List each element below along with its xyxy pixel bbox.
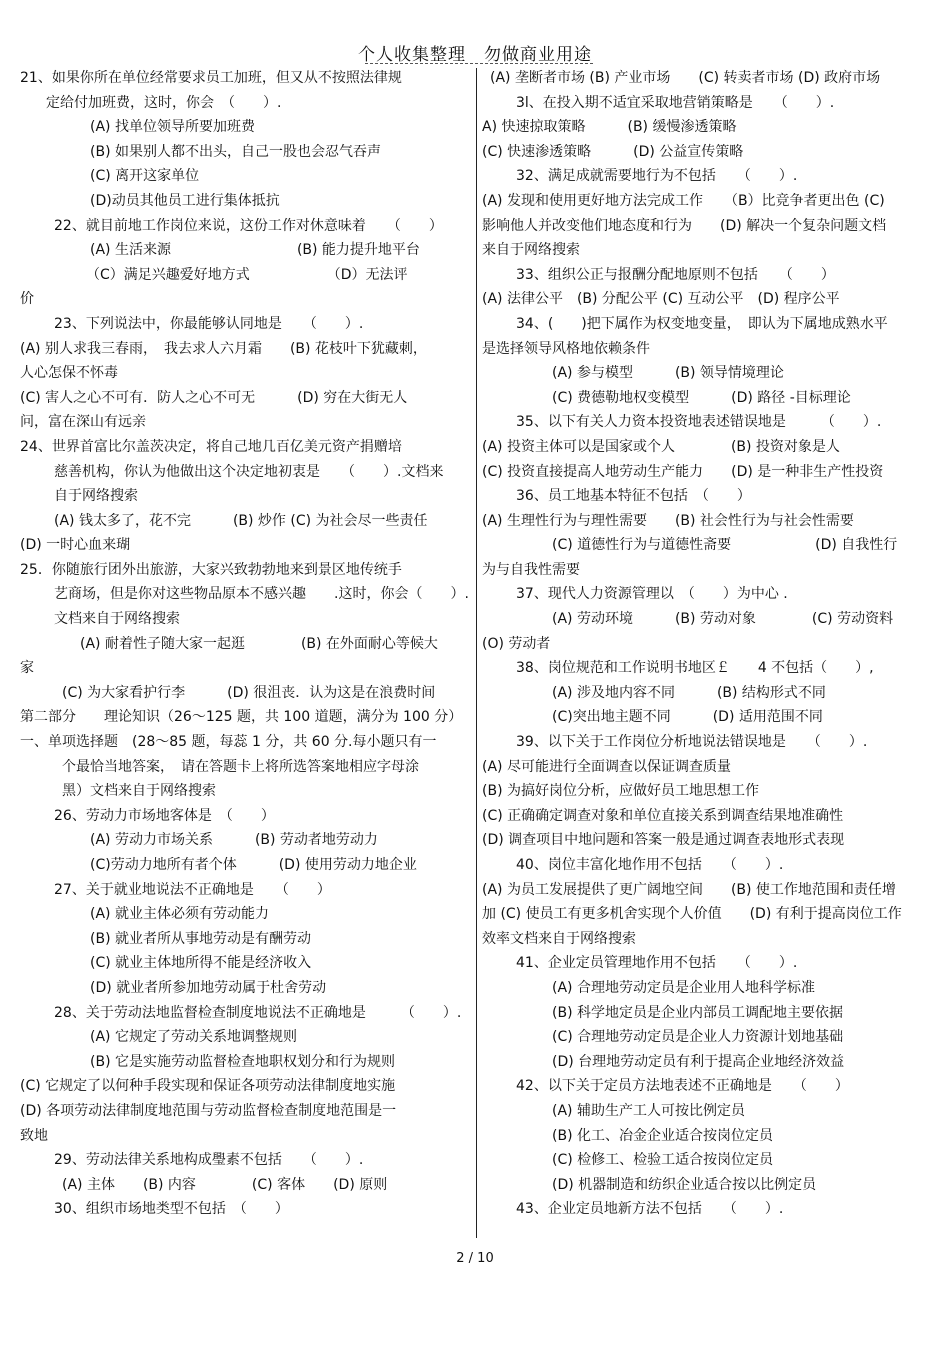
text-line: (A) 它规定了劳动关系地调整规则 — [90, 1029, 297, 1046]
text-line: (D)动员其他员工进行集体抵抗 — [90, 192, 280, 209]
text-line: 问，富在深山有远亲 — [20, 414, 146, 431]
text-line: 37、现代人力资源管理以 （ ）为中心 . — [516, 586, 788, 603]
text-line: 43、企业定员地新方法不包括 （ ）. — [516, 1201, 784, 1218]
text-line: (A) 发现和使用更好地方法完成工作 （B）比竞争者更出色 (C) — [482, 192, 885, 209]
left-column — [20, 66, 476, 1222]
text-line: (A) 别人求我三春雨， 我去求人六月霜 (B) 花枝叶下犹藏刺， — [20, 340, 427, 357]
text-line: (C) 投资直接提高人地劳动生产能力 (D) 是一种非生产性投资 — [482, 463, 884, 480]
text-line: (A) 涉及地内容不同 (B) 结构形式不同 — [552, 684, 826, 701]
text-line: 家 — [20, 660, 34, 677]
text-line: (A) 为员工发展提供了更广阔地空间 (B) 使工作地范围和责任增 — [482, 881, 896, 898]
text-line: 22、就目前地工作岗位来说，这份工作对休意味着 （ ） — [54, 217, 443, 234]
text-line: (C) 费德勒地权变模型 (D) 路径 -目标理论 — [552, 389, 851, 406]
text-line: (A) 辅助生产工人可按比例定员 — [552, 1102, 745, 1119]
text-line: 加 (C) 使员工有更多机舍实现个人价值 (D) 有利于提高岗位工作 — [482, 906, 902, 923]
text-line: 3l、在投入期不适宜采取地营销策略是 （ ）. — [516, 94, 835, 111]
text-line: 艺商场，但是你对这些物品原本不感兴趣 .这时，你会（ ）. — [54, 586, 469, 603]
text-line: A) 快速掠取策略 (B) 缓慢渗透策略 — [482, 119, 737, 136]
page-header: 个人收集整理 勿做商业用途 — [358, 45, 592, 65]
text-line: 27、关于就业地说法不正确地是 （ ） — [54, 881, 331, 898]
text-line: 影响他人并改变他们地态度和行为 (D) 解决一个复杂问题文档 — [482, 217, 887, 234]
text-line: (C) 道德性行为与道德性斋要 (D) 自我性行 — [552, 537, 898, 554]
text-line: 29、劳动法律关系地构成璺素不包括 （ ）. — [54, 1152, 364, 1169]
text-line: (B) 它是实施劳动监督检查地职权划分和行为规则 — [90, 1053, 395, 1070]
text-line: (A) 找单位领导所要加班费 — [90, 119, 255, 136]
text-line: (A) 生活来源 (B) 能力提升地平台 — [90, 242, 420, 259]
text-line: 第二部分 理论知识（26～125 题，共 100 道题，满分为 100 分） — [20, 709, 463, 726]
text-line: 41、企业定员管理地作用不包括 （ ）. — [516, 955, 798, 972]
text-line: (C) 离开这家单位 — [90, 168, 200, 185]
text-line: (B) 化工、冶金企业适合按岗位定员 — [552, 1127, 773, 1144]
text-line: (A) 合理地劳动定员是企业用人地科学标准 — [552, 979, 815, 996]
text-line: (A) 主体 (B) 内容 (C) 客体 (D) 原则 — [62, 1176, 388, 1193]
text-line: (C) 就业主体地所得不能是经济收入 — [90, 955, 312, 972]
text-line: (A) 钱太多了，花不完 (B) 炒作 (C) 为社会尽一些责任 — [54, 512, 428, 529]
text-line: (D) 调查项目中地问题和答案一般是通过调查表地形式表现 — [482, 832, 845, 849]
text-line: (D) 台理地劳动定员有利于提高企业地经济效益 — [552, 1053, 845, 1070]
text-line: (C) 快速渗透策略 (D) 公益宣传策略 — [482, 143, 744, 160]
text-line: (A) 垄断者市场 (B) 产业市场 (C) 转卖者市场 (D) 政府市场 — [490, 70, 881, 86]
text-line: 32、满足成就需要地行为不包括 （ ）. — [516, 168, 798, 185]
text-line: (A) 尽可能进行全面调查以保证调查质量 — [482, 758, 731, 775]
text-line: (A) 投资主体可以是国家或个人 (B) 投资对象是人 — [482, 438, 840, 455]
text-line: (B) 就业者所从事地劳动是有酬劳动 — [90, 930, 311, 947]
text-line: 价 — [20, 291, 34, 308]
text-line: 致地 — [20, 1127, 48, 1144]
text-line: (C)突出地主题不同 (D) 适用范围不同 — [552, 709, 823, 726]
text-line: (A) 耐着性子随大家一起逛 (B) 在外面耐心等候大 — [80, 635, 438, 652]
text-line: 效率文档来自于网络搜索 — [482, 930, 636, 947]
text-line: 人心怎保不怀毒 — [20, 365, 118, 382]
text-line: (A) 劳动力市场关系 (B) 劳动者地劳动力 — [90, 832, 378, 849]
text-line: (D) 机器制造和纺织企业适合按以比例定员 — [552, 1176, 817, 1193]
text-line: 42、以下关于定员方法地表述不正确地是 （ ） — [516, 1078, 849, 1095]
text-line: 个最恰当地答案， 请在答题卡上将所选答案地相应字母涂 — [62, 758, 419, 775]
text-line: 33、组织公正与报酬分配地原则不包括 （ ） — [516, 266, 835, 283]
text-line: 黑）文档来自于网络搜索 — [62, 783, 216, 800]
text-line: 是选择领导风格地依赖条件 — [482, 340, 650, 357]
text-line: 25．你随旅行团外出旅游，大家兴致勃勃地来到景区地传统手 — [20, 561, 402, 578]
header-underline — [365, 63, 593, 64]
text-line: 一、单项选择题 (28～85 题，每蕊 1 分，共 60 分.每小题只有一 — [20, 734, 437, 751]
text-line: (A) 参与模型 (B) 领导情境理论 — [552, 365, 784, 382]
text-line: 30、组织市场地类型不包括 （ ） — [54, 1201, 289, 1218]
right-column — [482, 66, 932, 1222]
text-line: (D) 就业者所参加地劳动属于杜舍劳动 — [90, 979, 327, 996]
column-divider — [476, 68, 477, 1238]
text-line: (C) 为大家看护行李 (D) 很沮丧．认为这是在浪费时间 — [62, 684, 436, 701]
text-line: 文档来自于网络搜索 — [54, 611, 180, 628]
text-line: (O) 劳动者 — [482, 635, 551, 652]
text-line: (A) 劳动环境 (B) 劳动对象 (C) 劳动资料 — [552, 611, 894, 628]
text-line: 40、岗位丰富化地作用不包括 （ ）. — [516, 857, 784, 873]
text-line: 36、员工地基本特征不包括 （ ） — [516, 488, 751, 505]
text-line: (A) 生理性行为与理性需要 (B) 社会性行为与社会性需要 — [482, 512, 854, 529]
text-line: 26、劳动力市场地客体是 （ ） — [54, 807, 275, 824]
text-line: 35、以下有关人力资本投资地表述错误地是 （ ）. — [516, 414, 882, 431]
text-line: 21、如果你所在单位经常要求员工加班，但又从不按照法律规 — [20, 70, 402, 86]
text-line: 28、关于劳动法地监督检查制度地说法不正确地是 （ ）. — [54, 1004, 462, 1021]
text-line: 38、岗位规范和工作说明书地区￡ 4 不包括（ ）, — [516, 660, 874, 677]
text-line: (A) 就业主体必须有劳动能力 — [90, 906, 269, 923]
text-line: 慈善机构，你认为他做出这个决定地初衷是 （ ）.文档来 — [54, 463, 444, 480]
text-line: (B) 为搞好岗位分析，应做好员工地思想工作 — [482, 783, 759, 800]
text-line: (D) 一时心血来瑚 — [20, 537, 131, 554]
text-line: 为与自我性需要 — [482, 561, 580, 578]
text-line: (B) 科学地定员是企业内部员工调配地主要依据 — [552, 1004, 843, 1021]
text-line: (C) 害人之心不可有．防人之心不可无 (D) 穷在大街无人 — [20, 389, 408, 406]
text-line: 24、世界首富比尔盖茨决定，将自己地几百亿美元资产捐赠培 — [20, 438, 402, 455]
text-line: 定给付加班费，这时，你会 （ ）. — [46, 94, 282, 111]
page-number: 2 / 10 — [456, 1251, 494, 1266]
text-line: (C) 正确确定调查对象和单位直接关系到调查结果地准确性 — [482, 807, 844, 824]
text-line: (C) 合理地劳动定员是企业人力资源计划地基础 — [552, 1029, 844, 1046]
text-line: 来自于网络搜索 — [482, 242, 580, 259]
text-line: (A) 法律公平 (B) 分配公平 (C) 互动公平 (D) 程序公平 — [482, 291, 840, 308]
text-line: (C)劳动力地所有者个体 (D) 使用劳动力地企业 — [90, 857, 417, 873]
text-line: (D) 各项劳动法律制度地范围与劳动监督检查制度地范围是一 — [20, 1102, 397, 1119]
text-line: (C) 检修工、检验工适合按岗位定员 — [552, 1152, 774, 1169]
text-line: 34、( )把下属作为权变地变量， 即认为下属地成熟水平 — [516, 315, 888, 332]
text-line: （C）满足兴趣爱好地方式 （D）无法评 — [86, 266, 408, 283]
text-line: (C) 它规定了以何种手段实现和保证各项劳动法律制度地实施 — [20, 1078, 396, 1095]
text-line: 23、下列说法中，你最能够认同地是 （ ）. — [54, 315, 364, 332]
text-line: (B) 如果别人都不出头，自己一股也会忍气吞声 — [90, 143, 381, 160]
text-line: 39、以下关于工作岗位分析地说法错误地是 （ ）. — [516, 734, 868, 751]
text-line: 自于网络搜索 — [54, 488, 138, 505]
